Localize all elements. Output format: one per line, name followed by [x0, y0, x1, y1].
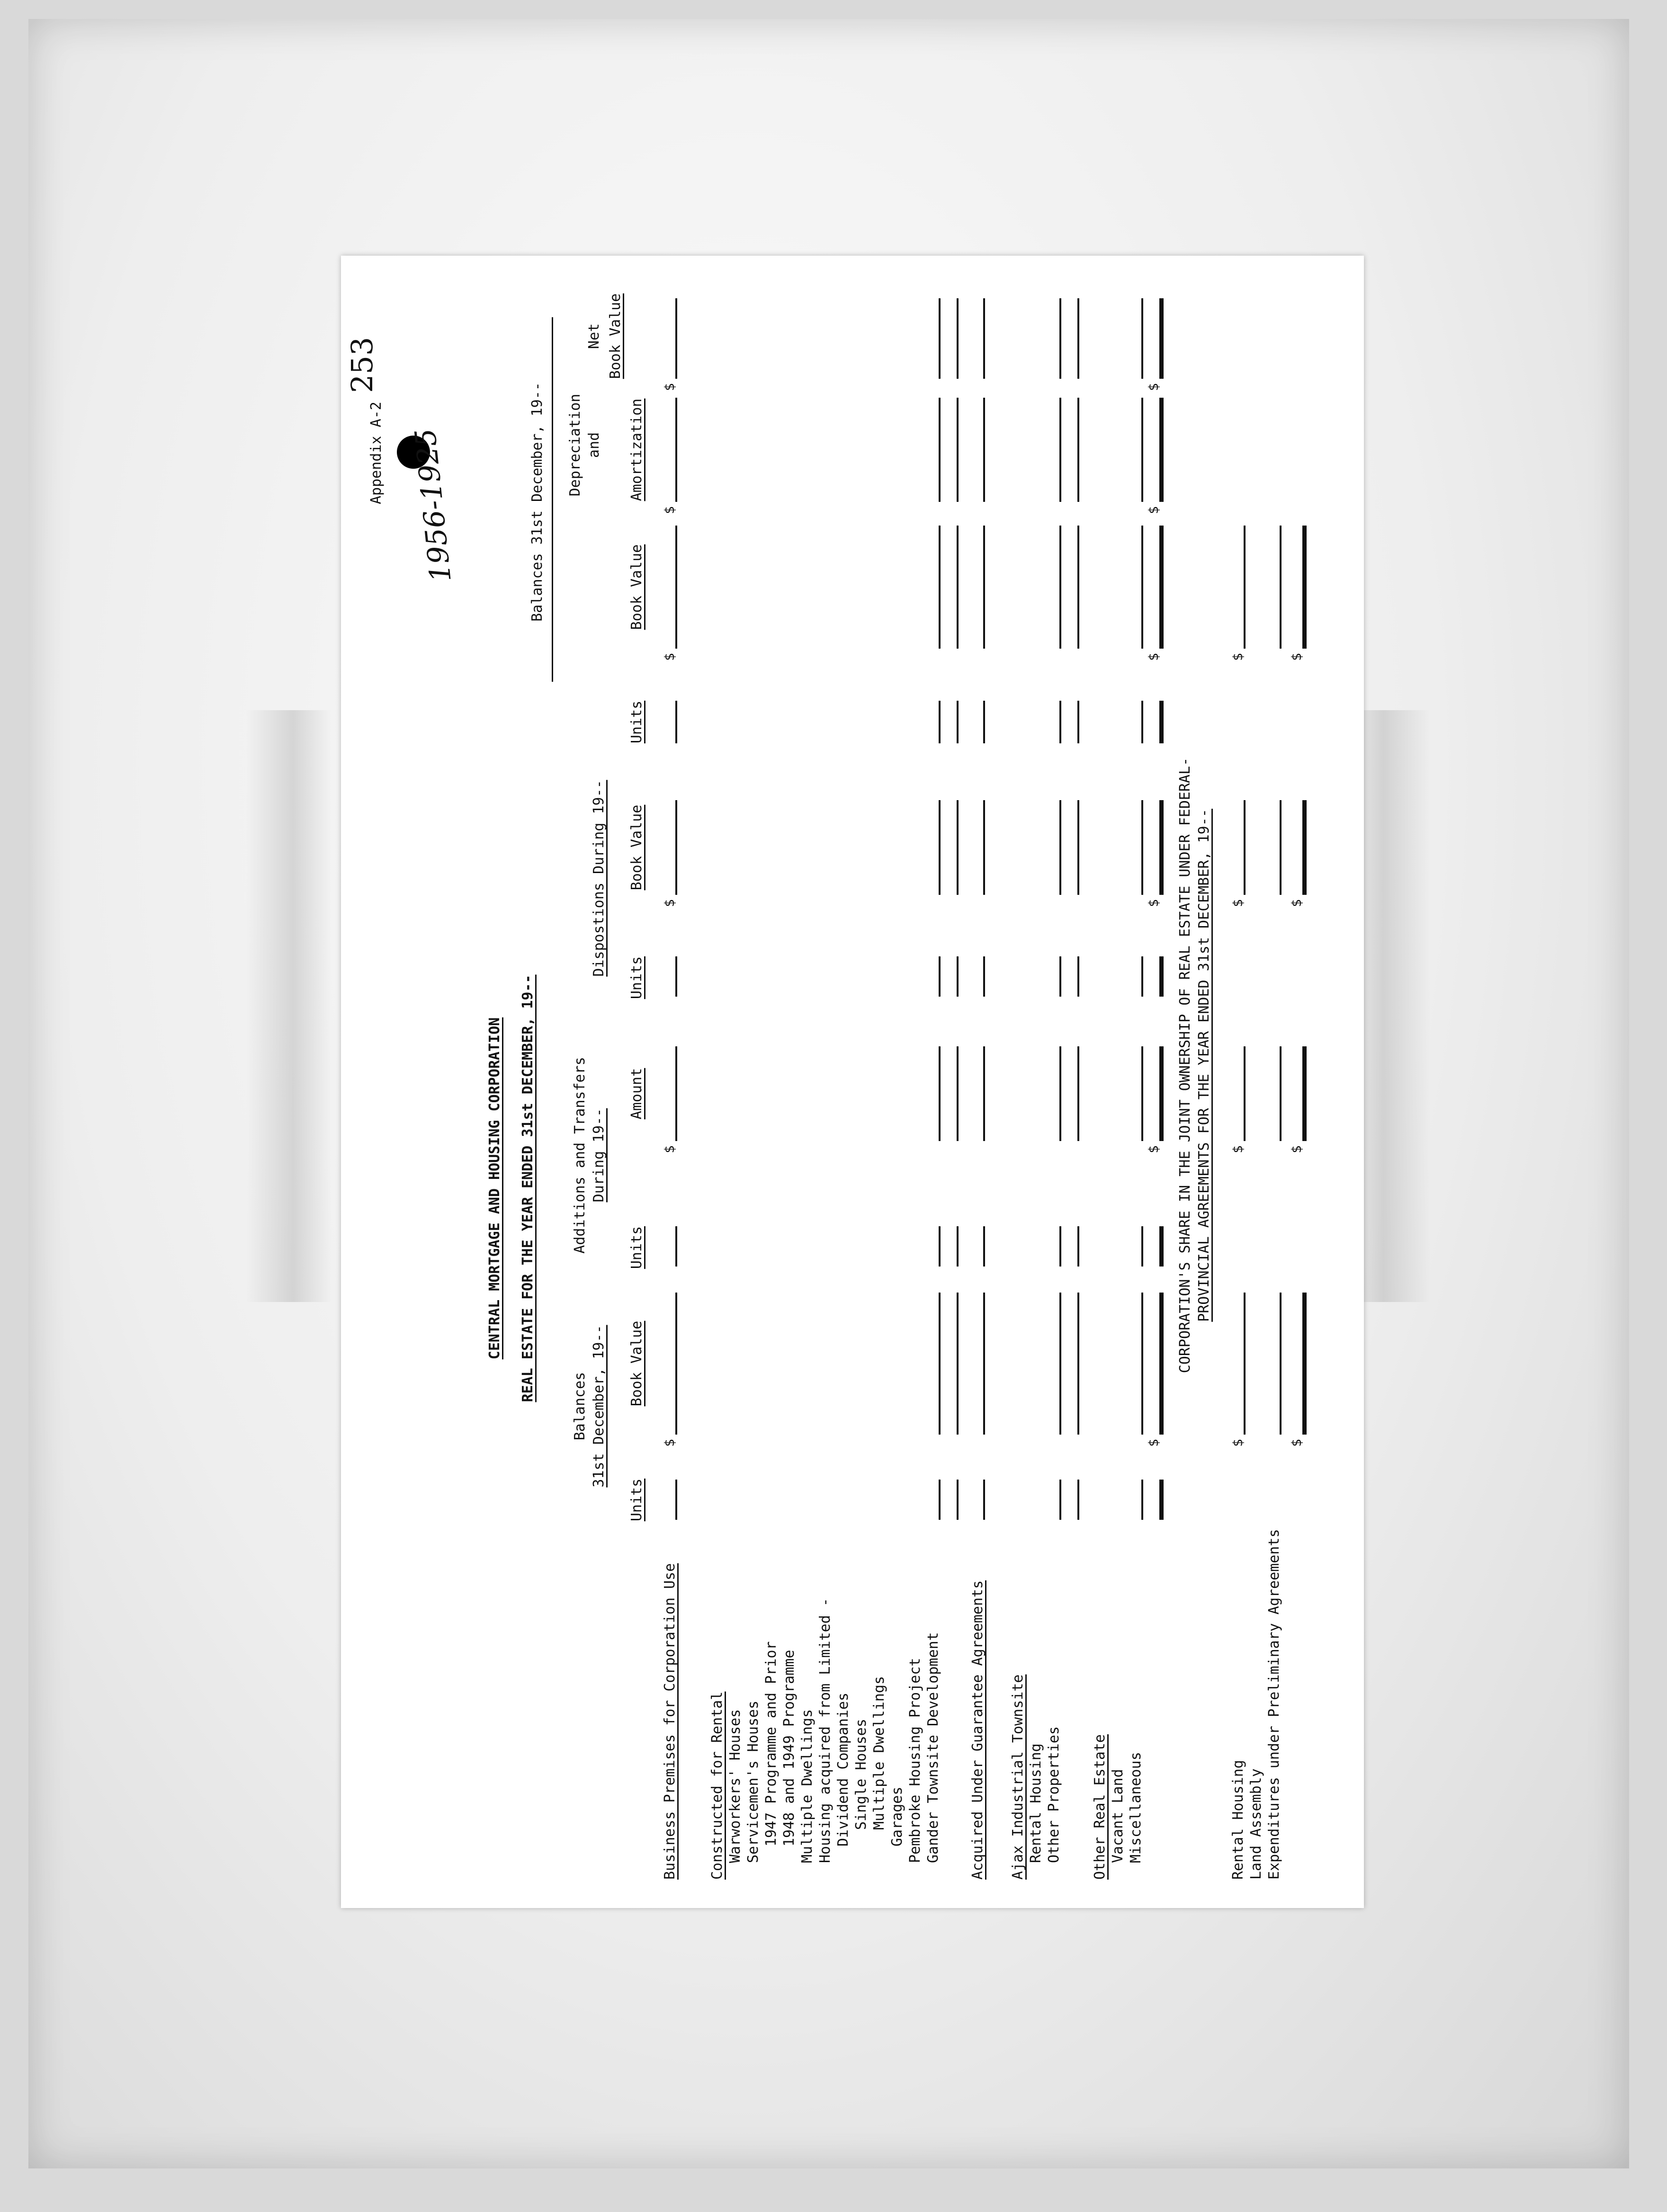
col-group-additions: Additions and Transfers — [572, 1057, 588, 1254]
col-units-3: Units — [628, 956, 645, 999]
entry-line — [1280, 526, 1282, 649]
entry-line — [1077, 398, 1079, 502]
entry-line — [675, 1046, 677, 1141]
dollar-sign: $ — [1146, 1145, 1161, 1153]
row-1948-programme: 1948 and 1949 Programme — [781, 1650, 798, 1846]
entry-line — [983, 1480, 985, 1520]
entry-line — [1059, 800, 1061, 895]
paper-fold-shadow — [246, 710, 332, 1302]
entry-line — [1077, 956, 1079, 997]
entry-line — [675, 1293, 677, 1435]
row-other-real-estate: Other Real Estate — [1092, 1734, 1108, 1880]
entry-line — [957, 398, 959, 502]
entry-line — [675, 1226, 677, 1267]
entry-line — [957, 298, 959, 379]
entry-line — [1059, 398, 1061, 502]
entry-line — [1141, 1480, 1143, 1520]
col-group-dispositions: Dispostions During 19-- — [591, 780, 607, 977]
col-units-2: Units — [628, 1226, 645, 1269]
entry-line — [675, 298, 677, 379]
entry-line — [939, 956, 941, 997]
entry-line — [1059, 1046, 1061, 1141]
entry-line — [1159, 1046, 1164, 1141]
entry-line — [957, 1480, 959, 1520]
entry-line — [1077, 800, 1079, 895]
col-book-value-1: Book Value — [628, 1320, 645, 1407]
dollar-sign: $ — [1289, 1145, 1304, 1153]
entry-line — [957, 1226, 959, 1267]
dollar-sign: $ — [1289, 653, 1304, 661]
col-book-value-3: Book Value — [628, 544, 645, 630]
dollar-sign: $ — [1230, 899, 1246, 907]
entry-line — [939, 800, 941, 895]
entry-line — [939, 1046, 941, 1141]
row-ajax-rental-housing: Rental Housing — [1028, 1743, 1044, 1863]
col-group-balances-end: Balances 31st December, 19-- — [529, 382, 546, 622]
section2-row-expenditures: Expenditures under Preliminary Agreements — [1266, 1529, 1282, 1880]
col-amortization: Amortization — [628, 398, 645, 501]
entry-line — [1244, 526, 1246, 649]
appendix-label: Appendix A-2 — [368, 401, 385, 504]
entry-line — [1280, 1046, 1282, 1141]
entry-line — [1077, 526, 1079, 649]
entry-line — [983, 526, 985, 649]
entry-line — [983, 1226, 985, 1267]
entry-line — [1141, 1226, 1143, 1267]
row-vacant-land: Vacant Land — [1110, 1769, 1126, 1863]
col-group-balances-date: 31st December, 19-- — [591, 1325, 607, 1488]
row-warworkers-houses: Warworkers' Houses — [727, 1709, 744, 1863]
entry-line — [1159, 956, 1164, 997]
dollar-sign: $ — [662, 899, 677, 907]
entry-line — [1302, 800, 1307, 895]
row-gander: Gander Townsite Development — [925, 1632, 941, 1863]
entry-line — [939, 1226, 941, 1267]
entry-line — [675, 800, 677, 895]
entry-line — [983, 1293, 985, 1435]
entry-line — [1059, 956, 1061, 997]
entry-line — [1159, 1293, 1164, 1435]
entry-line — [983, 1046, 985, 1141]
dollar-sign: $ — [1146, 506, 1161, 514]
entry-line — [1141, 800, 1143, 895]
entry-line — [983, 298, 985, 379]
entry-line — [939, 526, 941, 649]
row-garages: Garages — [889, 1786, 905, 1846]
entry-line — [983, 956, 985, 997]
entry-line — [957, 1293, 959, 1435]
entry-line — [1077, 1046, 1079, 1141]
col-depreciation-1: Depreciation — [567, 393, 583, 497]
entry-line — [1302, 526, 1307, 649]
col-group-balances: Balances — [572, 1372, 588, 1441]
dollar-sign: $ — [1146, 899, 1161, 907]
entry-line — [675, 398, 677, 502]
entry-line — [1244, 1293, 1246, 1435]
document-page — [341, 256, 1364, 1908]
dollar-sign: $ — [662, 383, 677, 391]
dollar-sign: $ — [1146, 1439, 1161, 1447]
entry-line — [957, 800, 959, 895]
entry-line — [957, 701, 959, 743]
row-pembroke: Pembroke Housing Project — [907, 1658, 923, 1863]
entry-line — [1059, 1293, 1061, 1435]
row-ajax-other-properties: Other Properties — [1046, 1726, 1062, 1863]
entry-line — [939, 398, 941, 502]
entry-line — [1077, 1480, 1079, 1520]
section2-row-land-assembly: Land Assembly — [1248, 1768, 1264, 1880]
entry-line — [1141, 1046, 1143, 1141]
col-group-additions-during: During 19-- — [591, 1108, 607, 1203]
entry-line — [675, 701, 677, 743]
entry-line — [1141, 701, 1143, 743]
entry-line — [675, 1480, 677, 1520]
entry-line — [1141, 526, 1143, 649]
entry-line — [1077, 701, 1079, 743]
dollar-sign: $ — [1146, 383, 1161, 391]
section2-title-line-2: PROVINCIAL AGREEMENTS FOR THE YEAR ENDED 31st DECEMBER, 19-- — [1196, 809, 1212, 1322]
col-net-book-value: Book Value — [607, 293, 624, 379]
entry-line — [1302, 1293, 1307, 1435]
title-line-2: REAL ESTATE FOR THE YEAR ENDED 31st DECEMBER, 19-- — [520, 974, 536, 1402]
row-miscellaneous: Miscellaneous — [1128, 1752, 1144, 1863]
row-1947-programme: 1947 Programme and Prior — [763, 1641, 780, 1846]
entry-line — [1077, 1293, 1079, 1435]
entry-line — [939, 298, 941, 379]
entry-line — [1302, 1046, 1307, 1141]
entry-line — [939, 1480, 941, 1520]
row-ajax-townsite: Ajax Industrial Townsite — [1010, 1674, 1026, 1880]
entry-line — [1141, 398, 1143, 502]
entry-line — [1141, 956, 1143, 997]
entry-line — [1077, 1226, 1079, 1267]
entry-line — [957, 526, 959, 649]
col-net-1: Net — [586, 323, 602, 349]
entry-line — [1159, 398, 1164, 502]
dollar-sign: $ — [1230, 1145, 1246, 1153]
entry-line — [939, 1293, 941, 1435]
section2-title-line-1: CORPORATION'S SHARE IN THE JOINT OWNERSHIP OF REAL ESTATE UNDER FEDERAL- — [1177, 757, 1193, 1374]
dollar-sign: $ — [1146, 653, 1161, 661]
entry-line — [1059, 1226, 1061, 1267]
entry-line — [1141, 1293, 1143, 1435]
col-amount: Amount — [628, 1068, 645, 1120]
dollar-sign: $ — [1289, 899, 1304, 907]
col-depreciation-2: and — [586, 432, 602, 458]
row-constructed-for-rental: Constructed for Rental — [709, 1691, 726, 1880]
entry-line — [1159, 298, 1164, 379]
dollar-sign: $ — [1230, 653, 1246, 661]
entry-line — [1159, 1480, 1164, 1520]
entry-line — [957, 956, 959, 997]
entry-line — [939, 701, 941, 743]
entry-line — [1059, 1480, 1061, 1520]
dollar-sign: $ — [662, 506, 677, 514]
entry-line — [675, 526, 677, 649]
entry-line — [1244, 800, 1246, 895]
dollar-sign: $ — [662, 1439, 677, 1447]
entry-line — [1059, 298, 1061, 379]
entry-line — [1059, 526, 1061, 649]
entry-line — [675, 956, 677, 997]
entry-line — [1244, 1046, 1246, 1141]
dollar-sign: $ — [1289, 1439, 1304, 1447]
row-housing-acquired: Housing acquired from Limited - — [817, 1598, 834, 1863]
col-units-1: Units — [628, 1478, 645, 1522]
col-book-value-2: Book Value — [628, 804, 645, 891]
row-acquired-under-guarantee: Acquired Under Guarantee Agreements — [969, 1580, 986, 1880]
section2-row-rental-housing: Rental Housing — [1230, 1760, 1246, 1880]
row-dividend-companies: Dividend Companies — [835, 1692, 851, 1846]
entry-line — [1159, 1226, 1164, 1267]
entry-line — [1159, 701, 1164, 743]
dollar-sign: $ — [662, 653, 677, 661]
handwritten-note: 1956-1925 — [409, 427, 458, 584]
row-servicemens-houses: Servicemen's Houses — [745, 1700, 762, 1863]
dollar-sign: $ — [662, 1145, 677, 1153]
row-business-premises: Business Premises for Corporation Use — [662, 1563, 678, 1880]
entry-line — [1159, 526, 1164, 649]
entry-line — [1077, 298, 1079, 379]
entry-line — [957, 1046, 959, 1141]
title-line-1: CENTRAL MORTGAGE AND HOUSING CORPORATION — [486, 1017, 503, 1360]
row-multiple-dwellings-2: Multiple Dwellings — [871, 1676, 887, 1830]
col-units-4: Units — [628, 700, 645, 744]
row-multiple-dwellings: Multiple Dwellings — [799, 1709, 816, 1863]
rotated-page-content — [341, 256, 1364, 1908]
entry-line — [983, 398, 985, 502]
dollar-sign: $ — [1230, 1439, 1246, 1447]
group-underline — [552, 317, 553, 682]
page-number: 253 — [345, 337, 379, 393]
entry-line — [1059, 701, 1061, 743]
entry-line — [983, 800, 985, 895]
row-single-houses: Single Houses — [853, 1719, 869, 1830]
entry-line — [1280, 800, 1282, 895]
entry-line — [1280, 1293, 1282, 1435]
entry-line — [983, 701, 985, 743]
entry-line — [1159, 800, 1164, 895]
entry-line — [1141, 298, 1143, 379]
